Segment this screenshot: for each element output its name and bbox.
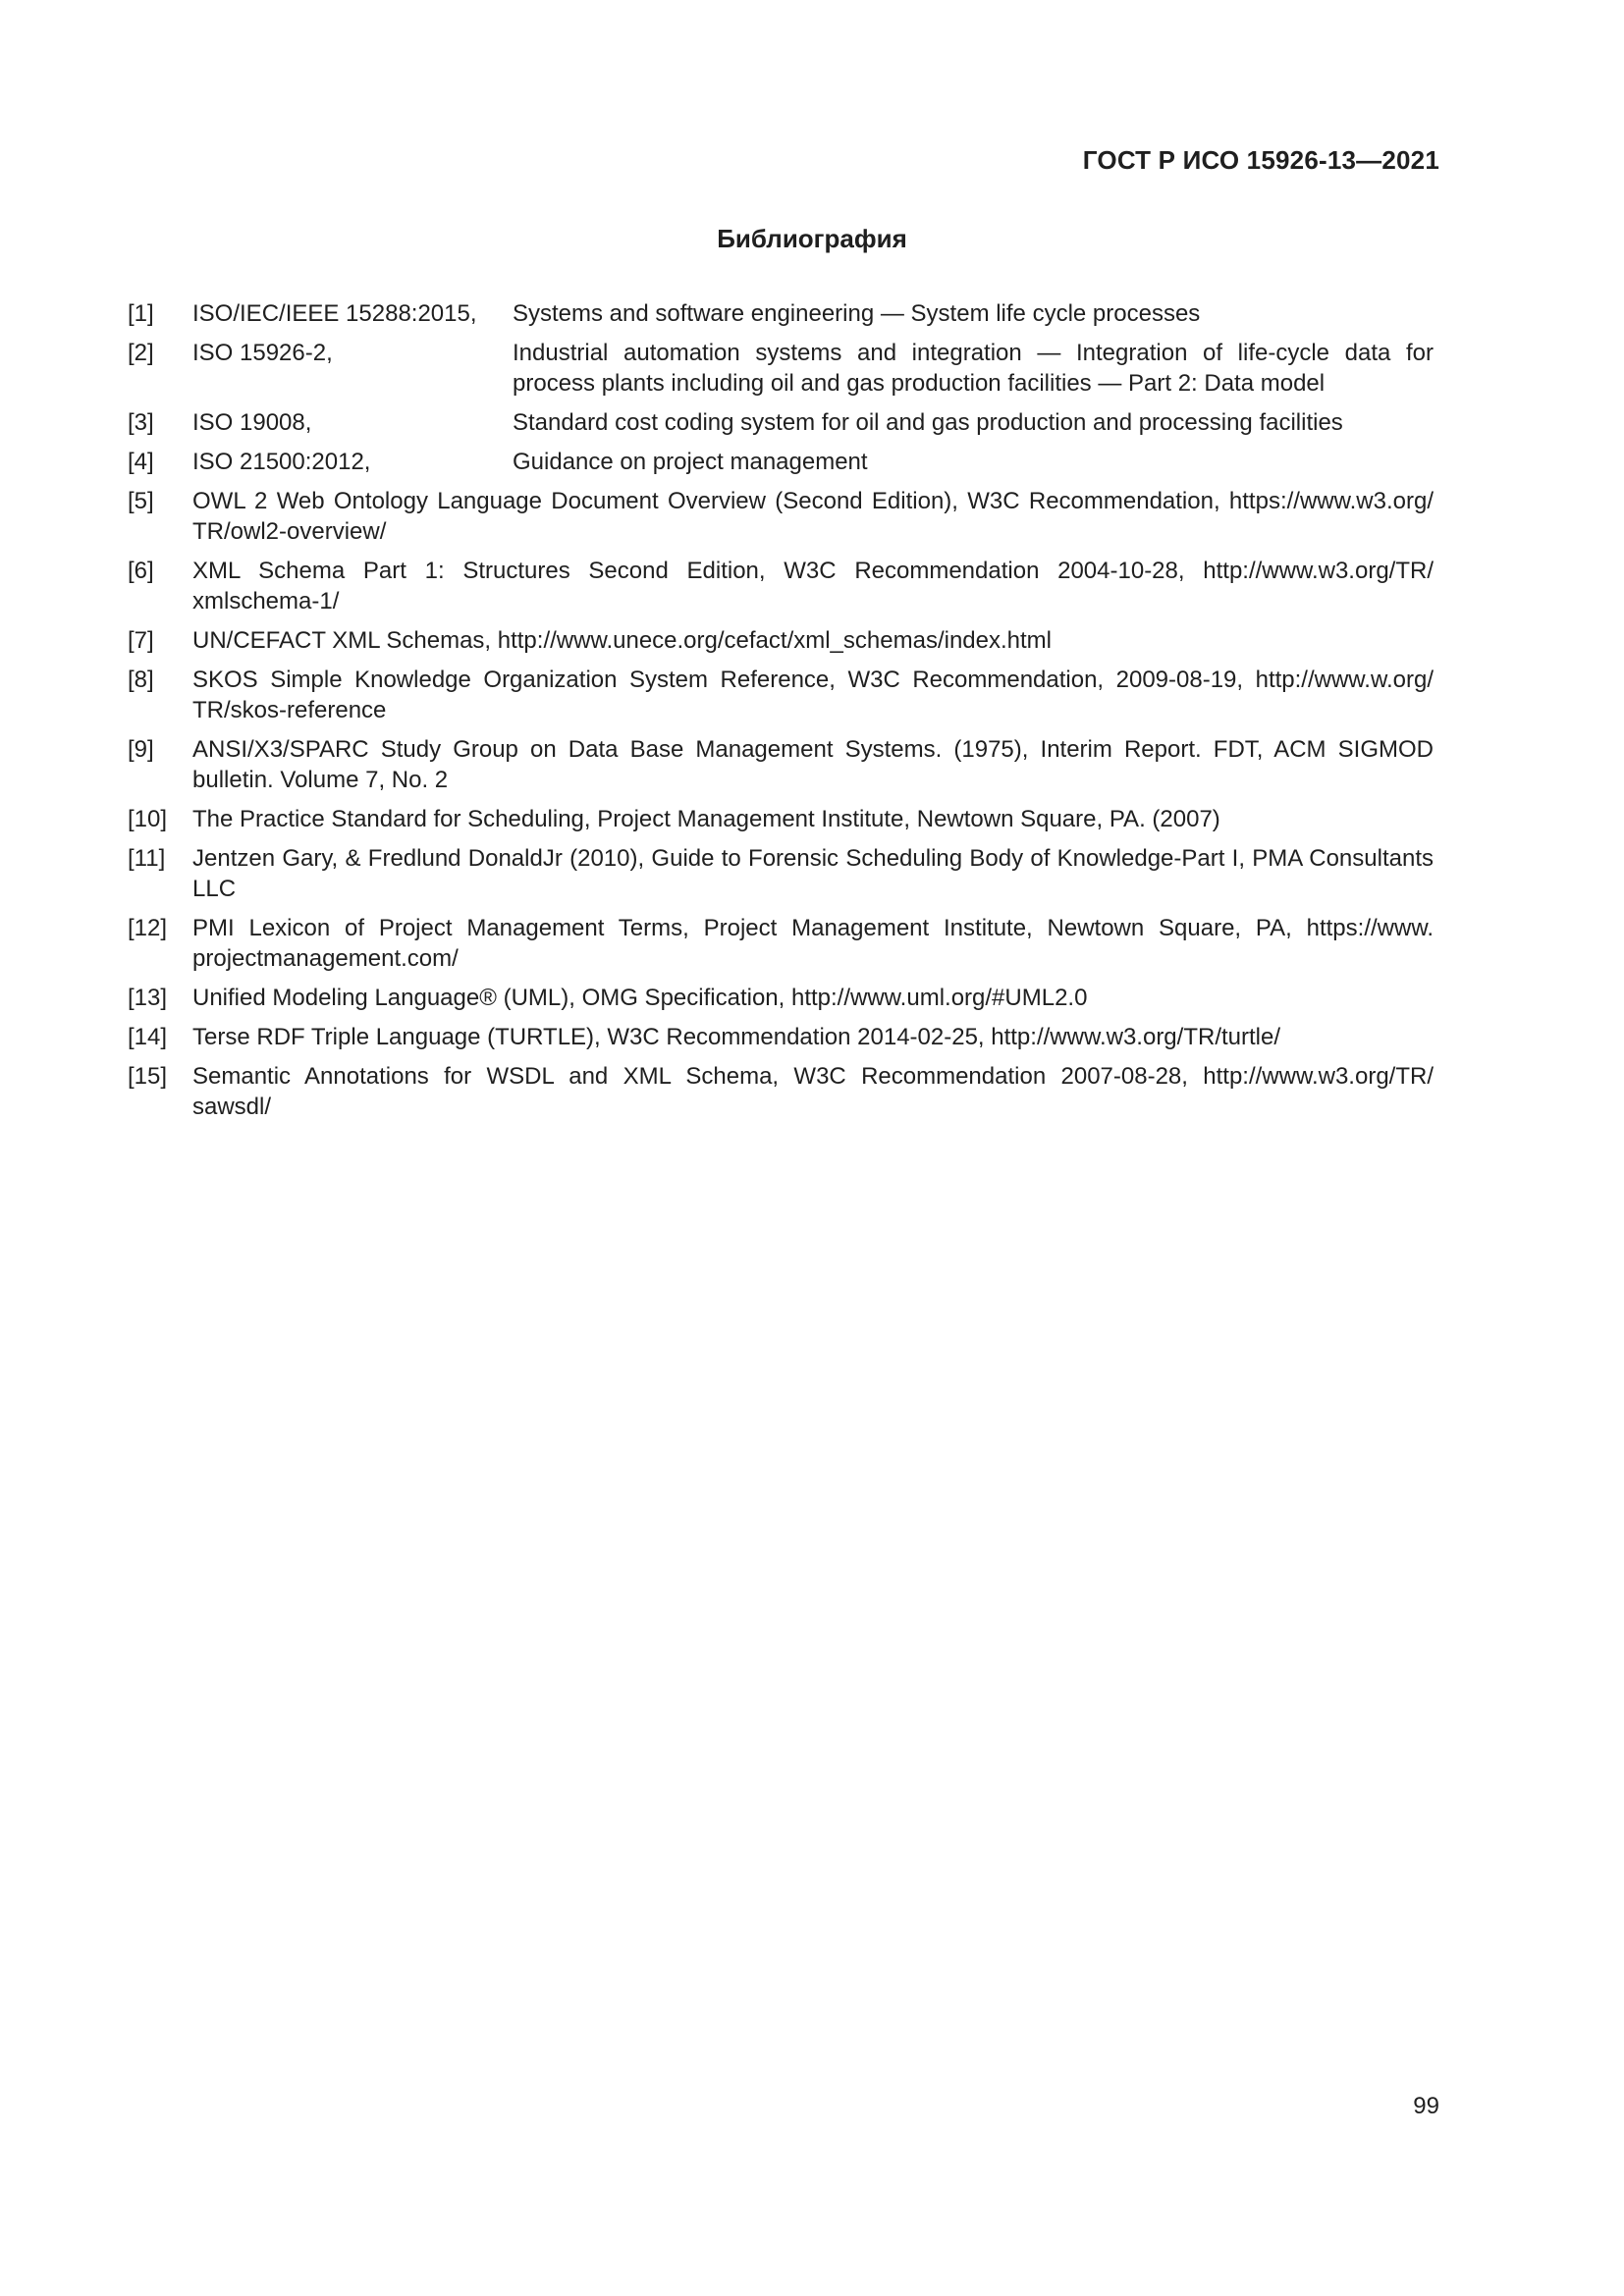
bibliography-entry [128, 804, 1434, 834]
entry-body [192, 983, 1434, 1013]
bibliography-entry [128, 983, 1434, 1013]
entry-title: UN/CEFACT XML Schemas, http://www.unece.org/cefact/xml_schemas/index.html [192, 627, 1052, 654]
entry-title: Unified Modeling Language® (UML), OMG Specification, http://www.uml.org/#UML2.0 [192, 985, 1088, 1011]
entry-body [192, 843, 1434, 904]
entry-body [192, 556, 1434, 616]
entry-body [192, 734, 1434, 795]
entry-number: [2] [128, 340, 154, 366]
bibliography-entry [128, 486, 1434, 547]
entry-body [192, 298, 1434, 329]
entry-number: [1] [128, 300, 154, 327]
entry-standard-code: ISO 15926-2, [192, 340, 333, 366]
entry-number: [9] [128, 736, 154, 763]
entry-title: Industrial automation systems and integration — Integration of life-cycle data for process plants including oil and gas production facilities — Part 2: Data model [513, 340, 1434, 397]
entry-number: [12] [128, 915, 168, 941]
entry-title: The Practice Standard for Scheduling, Project Management Institute, Newtown Square, PA. (2007) [192, 806, 1220, 832]
bibliography-entry [128, 665, 1434, 725]
bibliography-entry [128, 913, 1434, 974]
entry-body [192, 407, 1434, 438]
bibliography-entry [128, 447, 1434, 477]
entry-title: Terse RDF Triple Language (TURTLE), W3C Recommendation 2014-02-25, http://www.w3.org/TR/turtle/ [192, 1024, 1281, 1050]
entry-number: [13] [128, 985, 168, 1011]
entry-standard-code: ISO 19008, [192, 409, 312, 436]
bibliography-entry [128, 1022, 1434, 1052]
entry-body [192, 1022, 1434, 1052]
document-code: ГОСТ Р ИСО 15926-13—2021 [1082, 145, 1439, 175]
entry-number: [7] [128, 627, 154, 654]
section-title: Библиография [717, 224, 907, 253]
entry-title: OWL 2 Web Ontology Language Document Overview (Second Edition), W3C Recommendation, https://www.w3.org/ TR/owl2-overview/ [192, 488, 1434, 545]
entry-body [192, 625, 1434, 656]
entry-standard-code: ISO/IEC/IEEE 15288:2015, [192, 300, 477, 327]
bibliography-entry [128, 556, 1434, 616]
entry-title: XML Schema Part 1: Structures Second Edition, W3C Recommendation 2004-10-28, http://www.w3.org/TR/ xmlschema-1/ [192, 558, 1434, 614]
entry-body [192, 665, 1434, 725]
page-number: 99 [1413, 2093, 1439, 2119]
entry-number: [4] [128, 449, 154, 475]
entry-title: Standard cost coding system for oil and gas production and processing facilities [513, 409, 1343, 436]
entry-number: [5] [128, 488, 154, 514]
entry-title: Semantic Annotations for WSDL and XML Schema, W3C Recommendation 2007-08-28, http://www.w3.org/TR/ sawsdl/ [192, 1063, 1434, 1120]
bibliography-entry [128, 338, 1434, 399]
entry-title: PMI Lexicon of Project Management Terms, Project Management Institute, Newtown Square, PA, https://www. projectmanagement.com/ [192, 915, 1434, 972]
entry-number: [15] [128, 1063, 168, 1090]
entry-title: Systems and software engineering — System life cycle processes [513, 300, 1201, 327]
entry-standard-code: ISO 21500:2012, [192, 449, 371, 475]
entry-title: Jentzen Gary, & Fredlund DonaldJr (2010), Guide to Forensic Scheduling Body of Knowledge-Part I, PMA Consultants LLC [192, 845, 1434, 902]
entry-body [192, 486, 1434, 547]
bibliography-entry [128, 407, 1434, 438]
entry-number: [8] [128, 667, 154, 693]
entry-number: [3] [128, 409, 154, 436]
bibliography-list [128, 298, 1434, 1131]
entry-title: SKOS Simple Knowledge Organization System Reference, W3C Recommendation, 2009-08-19, http://www.w.org/ TR/skos-reference [192, 667, 1434, 723]
bibliography-entry [128, 734, 1434, 795]
entry-body [192, 447, 1434, 477]
entry-title: Guidance on project management [513, 449, 868, 475]
bibliography-entry [128, 1061, 1434, 1122]
entry-number: [10] [128, 806, 168, 832]
bibliography-entry [128, 625, 1434, 656]
entry-title: ANSI/X3/SPARC Study Group on Data Base Management Systems. (1975), Interim Report. FDT, ACM SIGMOD bulletin. Volume 7, No. 2 [192, 736, 1434, 793]
entry-number: [6] [128, 558, 154, 584]
entry-body [192, 804, 1434, 834]
entry-body [192, 1061, 1434, 1122]
entry-number: [11] [128, 845, 166, 872]
bibliography-entry [128, 298, 1434, 329]
entry-body [192, 338, 1434, 399]
entry-body [192, 913, 1434, 974]
bibliography-entry [128, 843, 1434, 904]
entry-number: [14] [128, 1024, 168, 1050]
